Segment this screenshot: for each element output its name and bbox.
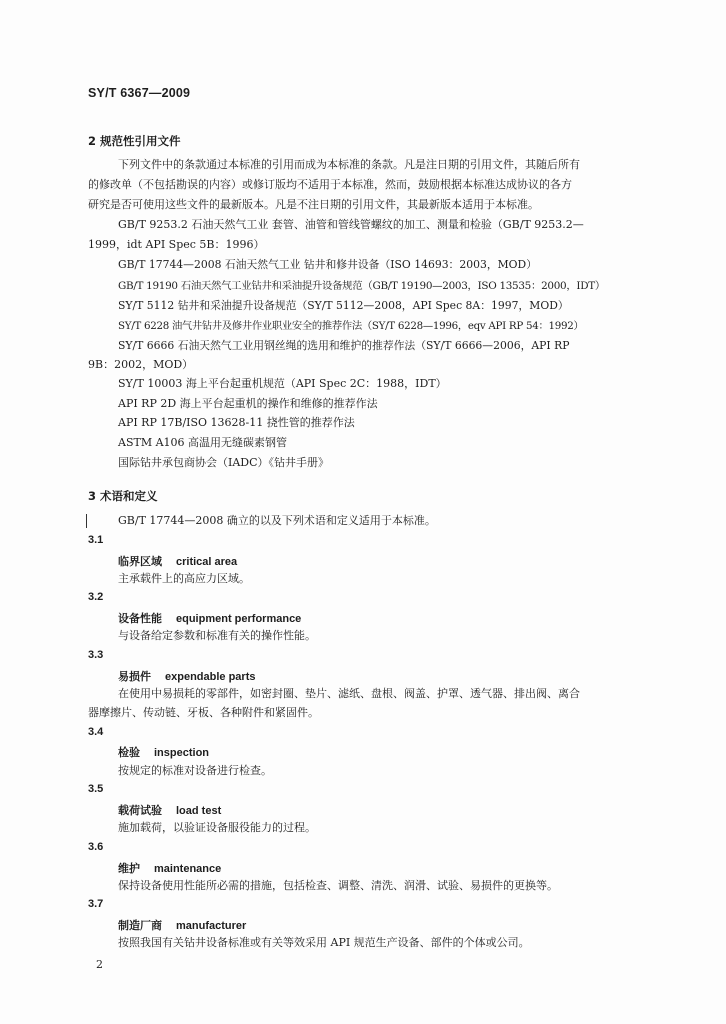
term-english: equipment performance	[176, 613, 302, 625]
reference-item: SY/T 10003 海上平台起重机规范（API Spec 2C：1988，IDT）	[118, 377, 447, 390]
document-number-header: SY/T 6367—2009	[88, 86, 191, 100]
section-3-title: 3 术语和定义	[88, 489, 158, 503]
term-number: 3.6	[88, 841, 104, 853]
reference-item: SY/T 6666 石油天然气工业用钢丝绳的选用和维护的推荐作法（SY/T 6666—2006，API RP	[118, 339, 570, 352]
reference-item: SY/T 5112 钻井和采油提升设备规范（SY/T 5112—2008，API Spec 8A：1997，MOD）	[118, 299, 569, 312]
term-definition: 施加载荷，以验证设备服役能力的过程。	[118, 821, 316, 834]
term-english: critical area	[176, 556, 238, 568]
term-heading	[118, 860, 221, 876]
term-heading	[118, 917, 246, 933]
term-heading	[118, 610, 301, 626]
term-chinese: 维护	[118, 862, 140, 875]
term-number: 3.7	[88, 898, 104, 910]
reference-item: GB/T 17744—2008 石油天然气工业 钻井和修井设备（ISO 14693：2003，MOD）	[118, 258, 537, 271]
term-heading	[118, 668, 255, 684]
term-number: 3.2	[88, 591, 104, 603]
term-chinese: 制造厂商	[118, 919, 162, 932]
term-definition: 与设备给定参数和标准有关的操作性能。	[118, 629, 316, 642]
term-number: 3.4	[88, 726, 104, 738]
section-2-intro-line: 研究是否可使用这些文件的最新版本。凡是不注日期的引用文件，其最新版本适用于本标准。	[88, 198, 539, 211]
term-definition: 保持设备使用性能所必需的措施，包括检查、调整、清洗、润滑、试验、易损件的更换等。	[118, 879, 558, 892]
reference-item: 国际钻井承包商协会（IADC）《钻井手册》	[118, 456, 330, 469]
term-english: expendable parts	[165, 671, 256, 683]
term-heading	[118, 553, 237, 569]
section-2-title: 2 规范性引用文件	[88, 134, 181, 148]
reference-item: GB/T 9253.2 石油天然气工业 套管、油管和管线管螺纹的加工、测量和检验（GB/T 9253.2—	[118, 218, 584, 231]
term-chinese: 检验	[118, 746, 140, 759]
page-number: 2	[96, 958, 103, 971]
term-chinese: 易损件	[118, 670, 151, 683]
term-english: maintenance	[154, 863, 222, 875]
reference-item: API RP 2D 海上平台起重机的操作和维修的推荐作法	[118, 397, 378, 410]
section-3-intro: GB/T 17744—2008 确立的以及下列术语和定义适用于本标准。	[118, 514, 436, 527]
section-2-intro-line: 的修改单（不包括勘误的内容）或修订版均不适用于本标准，然而，鼓励根据本标准达成协议的各方	[88, 178, 572, 191]
reference-item: API RP 17B/ISO 13628-11 挠性管的推荐作法	[118, 416, 355, 429]
term-definition: 主承载件上的高应力区域。	[118, 572, 250, 585]
term-english: inspection	[154, 747, 210, 759]
term-definition: 按照我国有关钻井设备标准或有关等效采用 API 规范生产设备、部件的个体或公司。	[118, 936, 530, 949]
term-number: 3.3	[88, 649, 104, 661]
revision-mark	[86, 514, 87, 528]
term-chinese: 设备性能	[118, 612, 162, 625]
reference-item: ASTM A106 高温用无缝碳素钢管	[118, 436, 288, 449]
reference-item-continuation: 1999，idt API Spec 5B：1996）	[88, 238, 265, 251]
term-number: 3.5	[88, 783, 104, 795]
reference-item: SY/T 6228 油气井钻井及修井作业职业安全的推荐作法（SY/T 6228—1996，eqv API RP 54：1992）	[118, 320, 584, 332]
reference-item-continuation: 9B：2002，MOD）	[88, 358, 194, 371]
term-number: 3.1	[88, 534, 104, 546]
term-definition: 按规定的标准对设备进行检查。	[118, 764, 272, 777]
term-english: load test	[176, 805, 222, 817]
term-english: manufacturer	[176, 920, 247, 932]
term-heading	[118, 744, 209, 760]
section-2-intro-line: 下列文件中的条款通过本标准的引用而成为本标准的条款。凡是注日期的引用文件，其随后所有	[118, 158, 580, 171]
reference-item: GB/T 19190 石油天然气工业钻井和采油提升设备规范（GB/T 19190—2003，ISO 13535：2000，IDT）	[118, 280, 605, 292]
term-heading	[118, 802, 221, 818]
term-definition-continuation: 器摩擦片、传动链、牙板、各种附件和紧固件。	[88, 706, 319, 719]
term-chinese: 载荷试验	[118, 804, 162, 817]
term-chinese: 临界区域	[118, 555, 162, 568]
term-definition: 在使用中易损耗的零部件，如密封圈、垫片、滤纸、盘根、阀盖、护罩、透气器、排出阀、离合	[118, 687, 580, 700]
